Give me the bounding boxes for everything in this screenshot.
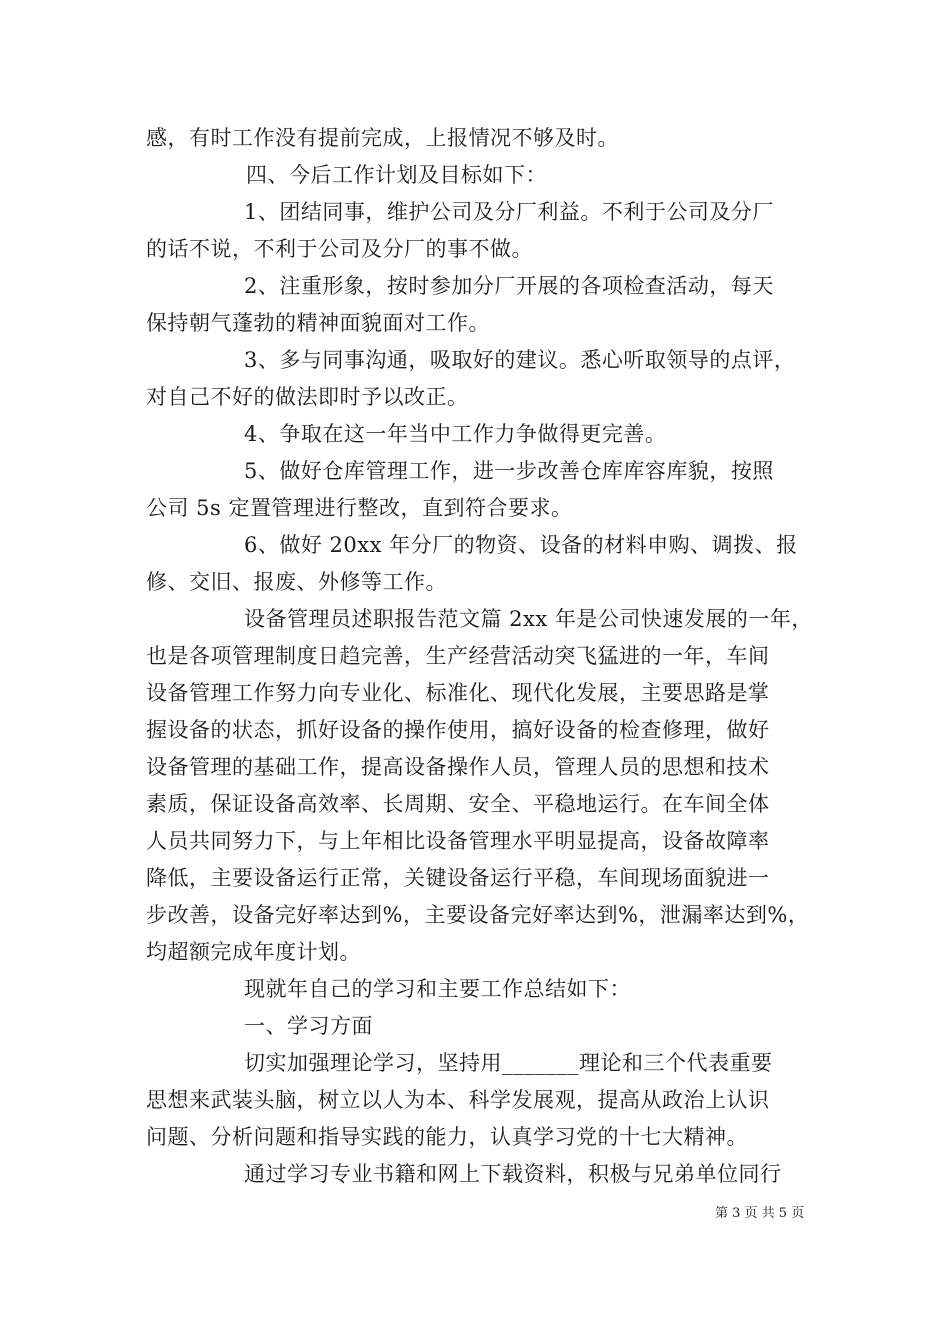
text-line: 保持朝气蓬勃的精神面貌面对工作。 [146,311,490,335]
text-line: 6、做好 20xx 年分厂的物资、设备的材料申购、调拨、报 [244,533,798,557]
text-line: 公司 5s 定置管理进行整改，直到符合要求。 [146,496,573,520]
text-line: 素质，保证设备高效率、长周期、安全、平稳地运行。在车间全体 [146,792,770,816]
section-heading: 一、学习方面 [244,1014,373,1038]
text-line: 4、争取在这一年当中工作力争做得更完善。 [244,422,667,446]
text-line: 现就年自己的学习和主要工作总结如下： [244,977,631,1001]
text-line: 的话不说，不利于公司及分厂的事不做。 [146,237,533,261]
text-line: 问题、分析问题和指导实践的能力，认真学习党的十七大精神。 [146,1125,748,1149]
text-line: 思想来武装头脑，树立以人为本、科学发展观，提高从政治上认识 [146,1088,770,1112]
text-line: 步改善，设备完好率达到%，主要设备完好率达到%，泄漏率达到%， [146,903,810,927]
text-line: 设备管理员述职报告范文篇 2xx 年是公司快速发展的一年， [244,607,813,631]
text-line: 1、团结同事，维护公司及分厂利益。不利于公司及分厂 [244,200,774,224]
text-line: 设备管理工作努力向专业化、标准化、现代化发展，主要思路是掌 [146,681,770,705]
text-line: 通过学习专业书籍和网上下载资料，积极与兄弟单位同行 [244,1162,782,1186]
text-line: 降低，主要设备运行正常，关键设备运行平稳，车间现场面貌进一 [146,866,770,890]
text-line: 切实加强理论学习，坚持用_______理论和三个代表重要 [244,1051,773,1075]
section-heading: 四、今后工作计划及目标如下： [246,163,547,187]
text-line: 5、做好仓库管理工作，进一步改善仓库库容库貌，按照 [244,459,774,483]
text-line: 人员共同努力下，与上年相比设备管理水平明显提高，设备故障率 [146,829,770,853]
text-line: 也是各项管理制度日趋完善，生产经营活动突飞猛进的一年，车间 [146,644,770,668]
text-line: 2、注重形象，按时参加分厂开展的各项检查活动，每天 [244,274,774,298]
text-line: 感，有时工作没有提前完成，上报情况不够及时。 [146,126,619,150]
text-line: 3、多与同事沟通，吸取好的建议。悉心听取领导的点评， [244,348,796,372]
page-number: 第 3 页 共 5 页 [715,1206,805,1221]
text-line: 设备管理的基础工作，提高设备操作人员，管理人员的思想和技术 [146,755,770,779]
text-line: 修、交旧、报废、外修等工作。 [146,570,447,594]
text-line: 均超额完成年度计划。 [146,940,361,964]
text-line: 握设备的状态，抓好设备的操作使用，搞好设备的检查修理，做好 [146,718,770,742]
text-line: 对自己不好的做法即时予以改正。 [146,385,469,409]
